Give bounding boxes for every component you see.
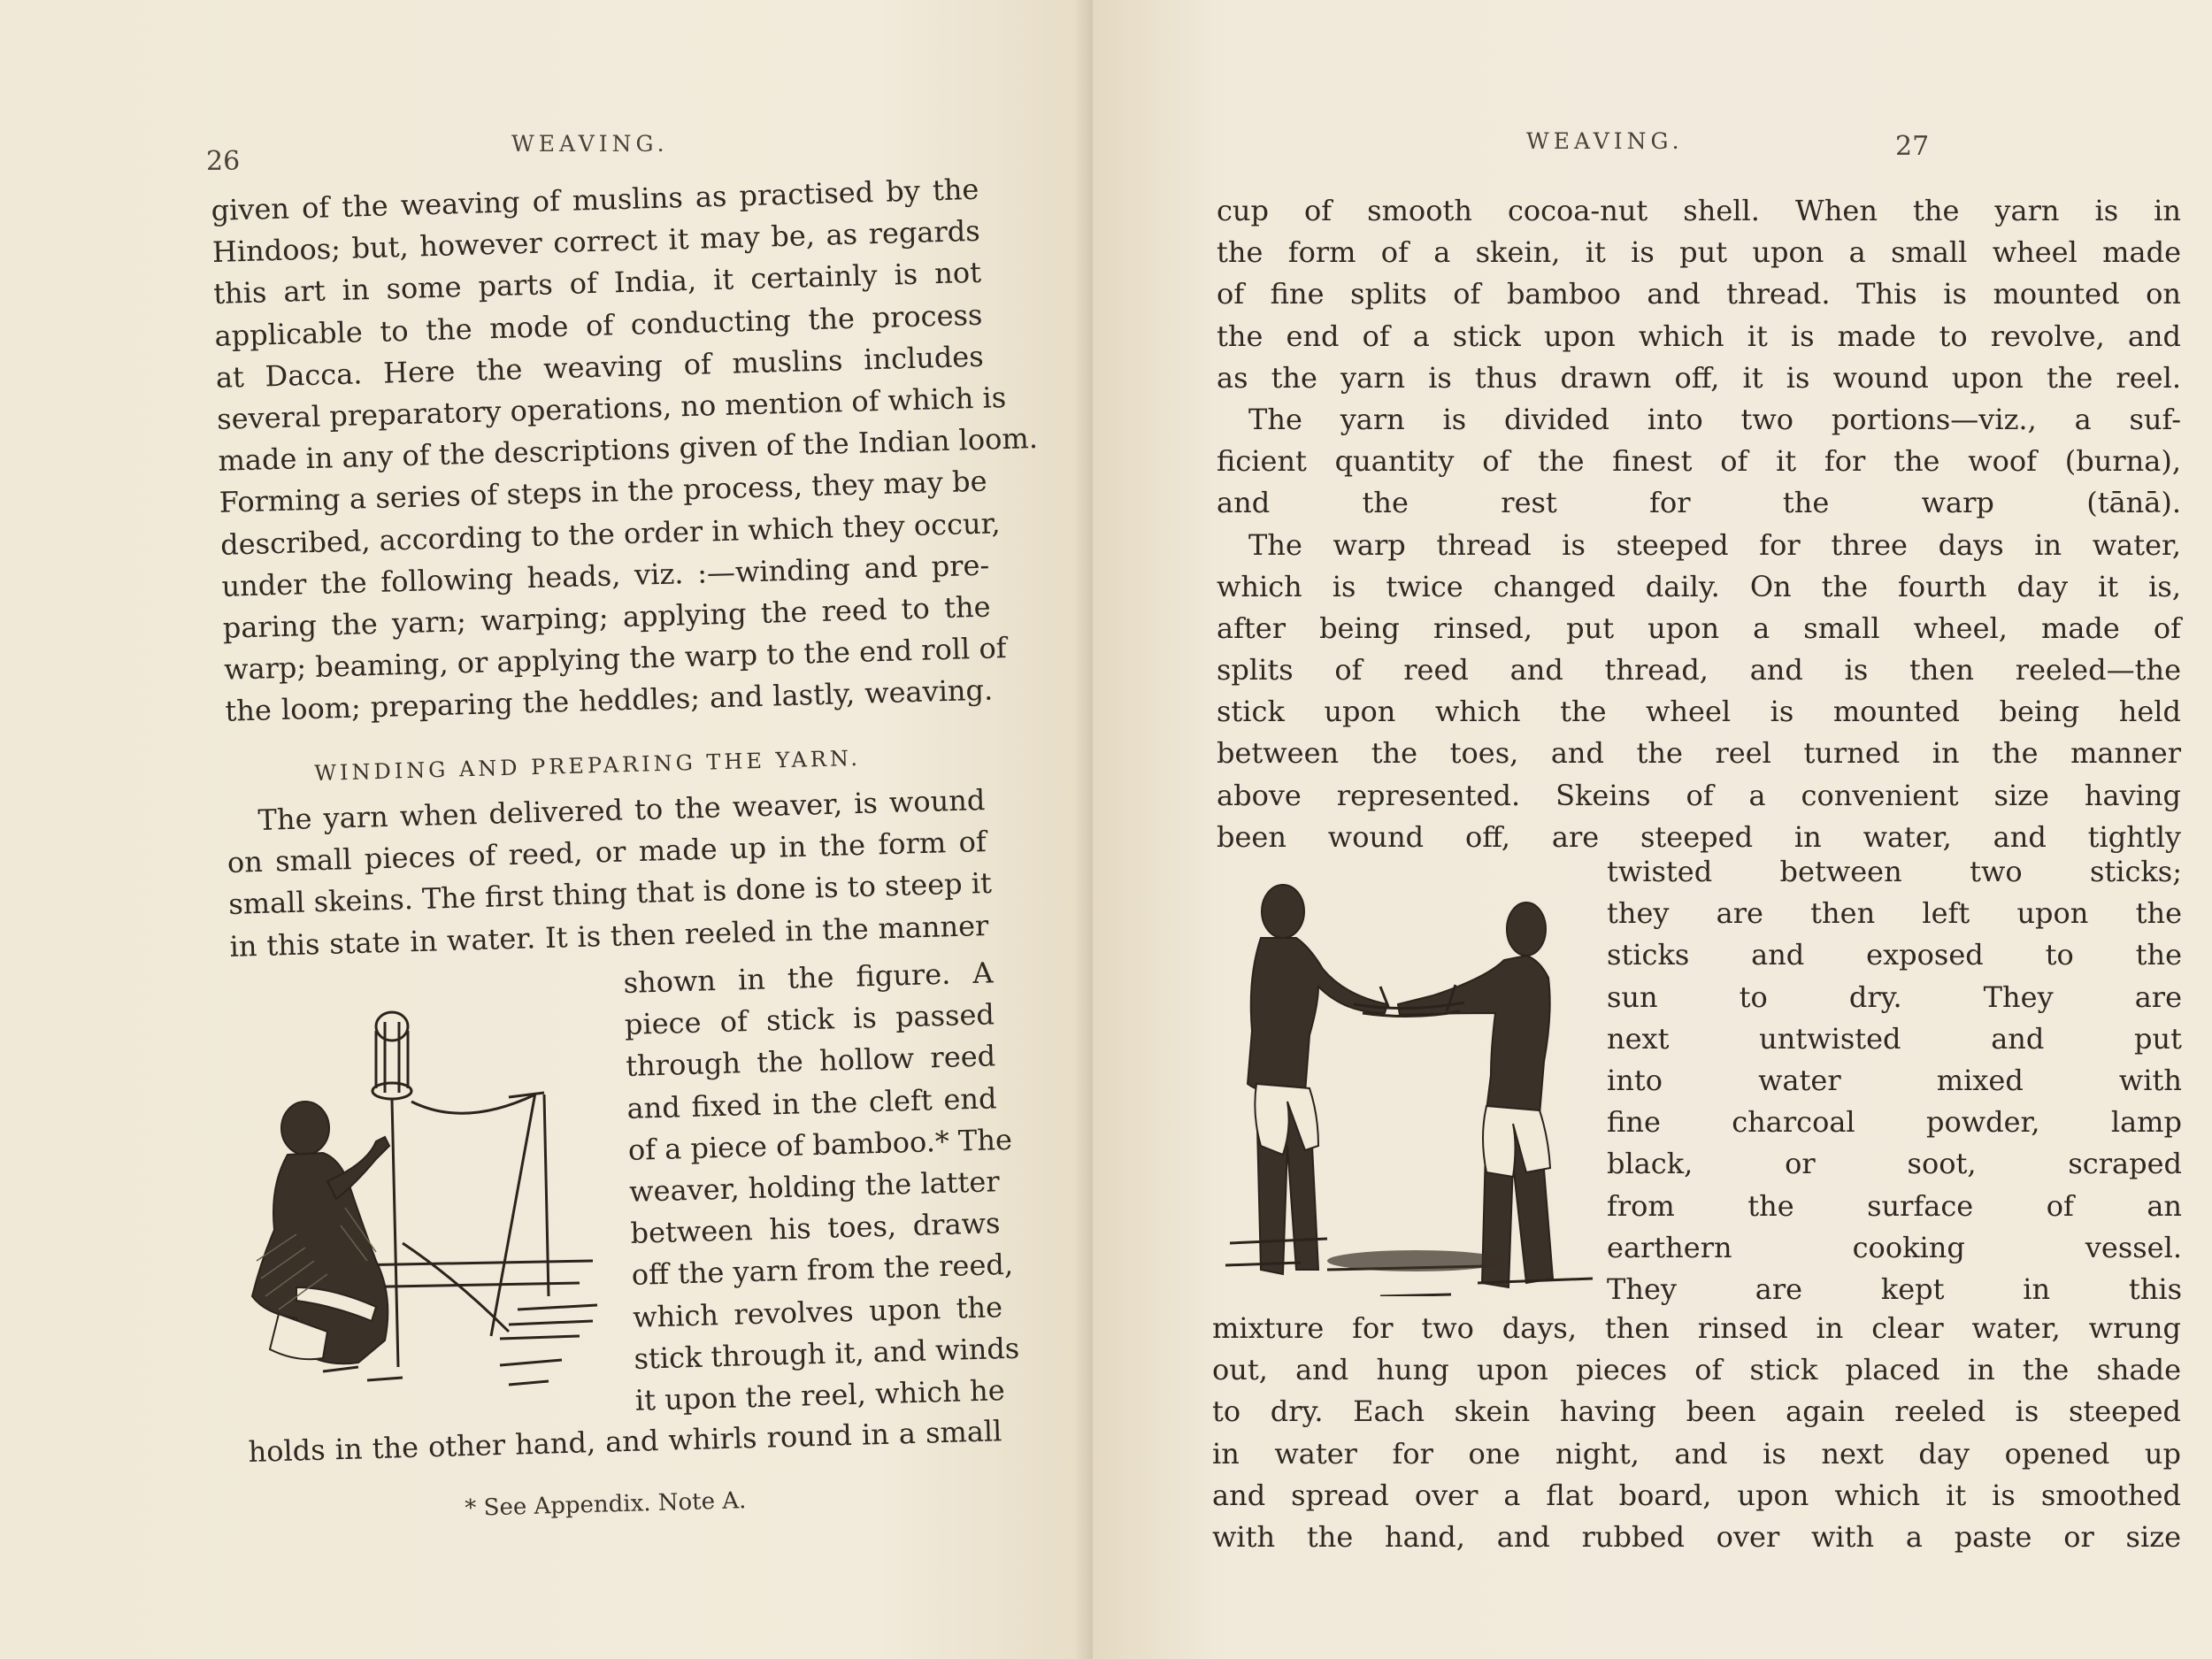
text-line: in this state in water. It is then reeled in the manner bbox=[229, 908, 989, 964]
text-line: cup of smooth cocoa-nut shell. When the yarn is in bbox=[1217, 194, 2181, 227]
text-line: black, or soot, scraped bbox=[1607, 1147, 2182, 1181]
text-line: to dry. Each skein having been again reeled is steeped bbox=[1212, 1394, 2181, 1429]
right-page bbox=[1093, 0, 2212, 1659]
text-line: earthern cooking vessel. bbox=[1607, 1230, 2182, 1264]
text-line: the form of a skein, it is put upon a small wheel made bbox=[1217, 235, 2181, 270]
paragraph-block bbox=[248, 1410, 1002, 1473]
footnote: * See Appendix. Note A. bbox=[465, 1487, 747, 1522]
text-line: off the yarn from the reed, bbox=[631, 1248, 1014, 1293]
text-line: on small pieces of reed, or made up in the form of bbox=[227, 825, 987, 880]
text-line: through the hollow reed bbox=[625, 1039, 996, 1084]
text-line: fine charcoal powder, lamp bbox=[1607, 1105, 2182, 1140]
section-heading: WINDING AND PREPARING THE YARN. bbox=[314, 745, 862, 786]
running-head: WEAVING. bbox=[1526, 128, 1684, 154]
paragraph-block bbox=[1212, 1308, 2181, 1558]
text-line: of a piece of bamboo.* The bbox=[627, 1122, 1013, 1167]
running-head: WEAVING. bbox=[511, 131, 669, 157]
text-line: They are kept in this bbox=[1607, 1271, 2182, 1306]
text-line: next untwisted and put bbox=[1607, 1021, 2182, 1056]
text-line: mixture for two days, then rinsed in clear water, wrung bbox=[1212, 1311, 2181, 1345]
text-line: of fine splits of bamboo and thread. This is mounted on bbox=[1217, 277, 2181, 311]
text-line: they are then left upon the bbox=[1607, 896, 2182, 931]
text-line: warp; beaming, or applying the warp to the end roll of bbox=[223, 631, 1008, 687]
text-line: the loom; preparing the heddles; and lastly, weaving. bbox=[224, 672, 994, 729]
text-line: sticks and exposed to the bbox=[1607, 938, 2182, 972]
page-number: 27 bbox=[1895, 131, 1930, 162]
text-line: stick through it, and winds bbox=[633, 1331, 1020, 1376]
text-line: been wound off, are steeped in water, and tightly bbox=[1217, 819, 2181, 854]
text-line: The warp thread is steeped for three days in water, bbox=[1248, 527, 2181, 562]
text-line: splits of reed and thread, and is then reeled—the bbox=[1217, 653, 2181, 687]
weaver-illustration bbox=[243, 995, 615, 1411]
text-line: with the hand, and rubbed over with a paste or size bbox=[1212, 1519, 2181, 1554]
paragraph-block bbox=[211, 169, 1039, 733]
text-line: small skeins. The first thing that is done is to steep it bbox=[227, 866, 993, 922]
text-line: after being rinsed, put upon a small wheel, made of bbox=[1217, 611, 2181, 645]
text-line: the end of a stick upon which it is made to revolve, and bbox=[1217, 319, 2181, 353]
text-line: sun to dry. They are bbox=[1607, 979, 2182, 1014]
text-line: into water mixed with bbox=[1607, 1063, 2182, 1097]
text-line: described, according to the order in which they occur, bbox=[219, 505, 1001, 562]
text-line: and fixed in the cleft end bbox=[626, 1080, 997, 1125]
figure-two-men-twisting-skeins bbox=[1221, 880, 1601, 1296]
text-line: twisted between two sticks; bbox=[1607, 855, 2182, 888]
text-line: it upon the reel, which he bbox=[634, 1373, 1006, 1417]
left-page bbox=[0, 0, 1093, 1659]
paragraph-block bbox=[1217, 190, 2181, 858]
text-line: and the rest for the warp (tānā). bbox=[1217, 486, 2181, 520]
wrapped-paragraph-block bbox=[623, 952, 1020, 1422]
text-line: made in any of the descriptions given of the Indian loom. bbox=[218, 421, 1039, 478]
text-line: weaver, holding the latter bbox=[628, 1164, 1001, 1209]
text-line: from the surface of an bbox=[1607, 1188, 2182, 1223]
paragraph-block bbox=[226, 780, 993, 968]
text-line: under the following heads, viz. :—winding and pre- bbox=[220, 548, 990, 603]
text-line: paring the yarn; warping; applying the reed to the bbox=[222, 589, 992, 645]
text-line: out, and hung upon pieces of stick placed in the shade bbox=[1212, 1353, 2181, 1387]
text-line: shown in the figure. A bbox=[623, 956, 995, 1000]
text-line: in water for one night, and is next day opened up bbox=[1212, 1436, 2181, 1471]
text-line: between the toes, and the reel turned in the manner bbox=[1217, 736, 2181, 771]
text-line: as the yarn is thus drawn off, it is wound upon the reel. bbox=[1217, 360, 2181, 395]
text-line: The yarn when delivered to the weaver, is wound bbox=[257, 783, 986, 837]
text-line: stick upon which the wheel is mounted being held bbox=[1217, 695, 2181, 729]
twisting-illustration bbox=[1221, 880, 1601, 1296]
text-line: and spread over a flat board, upon which it is smoothed bbox=[1212, 1478, 2181, 1512]
wrapped-paragraph-block bbox=[1607, 851, 2182, 1310]
text-line: given of the weaving of muslins as practised by the bbox=[211, 172, 979, 227]
text-line: Forming a series of steps in the process, they may be bbox=[219, 464, 988, 520]
text-line: applicable to the mode of conducting the process bbox=[214, 297, 983, 353]
text-line: above represented. Skeins of a convenient size having bbox=[1217, 778, 2181, 812]
text-line: which revolves upon the bbox=[632, 1289, 1003, 1334]
text-line: The yarn is divided into two portions—viz., a suf- bbox=[1248, 402, 2181, 436]
text-line: Hindoos; but, however correct it may be, as regards bbox=[211, 213, 981, 270]
text-line: this art in some parts of India, it certainly is not bbox=[212, 256, 982, 311]
text-line: piece of stick is passed bbox=[624, 997, 995, 1042]
text-line: between his toes, draws bbox=[630, 1206, 1001, 1250]
text-line: at Dacca. Here the weaving of muslins includes bbox=[215, 339, 985, 395]
text-line: several preparatory operations, no mention of which is bbox=[216, 380, 1007, 436]
figure-weaver-reeling-yarn bbox=[243, 995, 615, 1411]
text-line: ficient quantity of the finest of it for the woof (burna), bbox=[1217, 444, 2181, 479]
text-line: which is twice changed daily. On the fourth day it is, bbox=[1217, 569, 2181, 603]
page-number: 26 bbox=[206, 146, 241, 177]
text-line: holds in the other hand, and whirls round in a small bbox=[248, 1414, 1002, 1469]
